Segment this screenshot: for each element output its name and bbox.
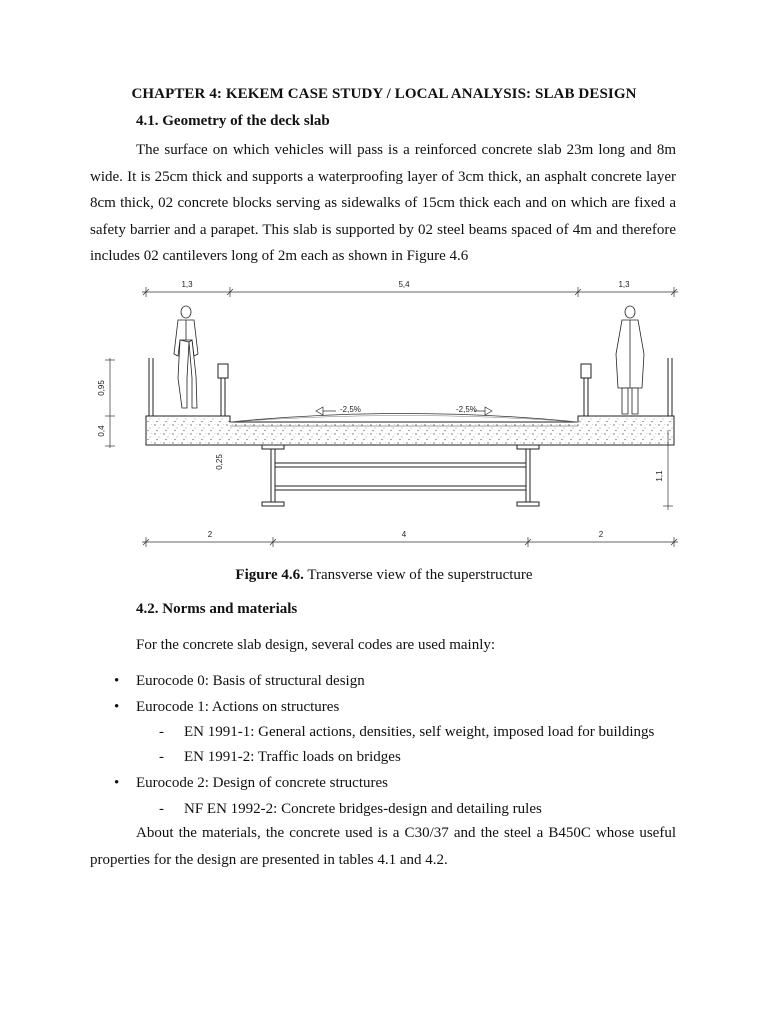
dash-marker: - xyxy=(159,749,164,765)
bullet-marker: • xyxy=(114,699,120,715)
sub-list-item: EN 1991-1: General actions, densities, self weight, imposed load for buildings xyxy=(184,724,655,740)
bullet-marker: • xyxy=(114,775,120,791)
list-item: Eurocode 2: Design of concrete structures xyxy=(136,775,388,791)
top-dim-middle: 5,4 xyxy=(398,280,410,289)
list-item: Eurocode 0: Basis of structural design xyxy=(136,673,365,689)
deck-slab xyxy=(146,416,674,445)
codes-intro: For the concrete slab design, several codes are used mainly: xyxy=(136,637,496,653)
bottom-dim-middle: 4 xyxy=(401,530,407,539)
right-pedestrian-figure xyxy=(616,306,644,414)
dash-marker: - xyxy=(159,801,164,817)
bottom-dim-left: 2 xyxy=(207,530,213,539)
asphalt-layer xyxy=(230,414,578,423)
slab-thickness-dim: 0,25 xyxy=(215,454,224,470)
list-item: Eurocode 1: Actions on structures xyxy=(136,699,340,715)
top-dim-left: 1,3 xyxy=(181,280,193,289)
left-safety-barrier xyxy=(149,358,228,416)
section-4-1-paragraph: The surface on which vehicles will pass is a reinforced concrete slab 23m long and 8m wide. It is 25cm thick and supports a waterproofing layer of 3cm thick, an asphalt concrete layer 8cm thick, 02 concrete blocks serving as sidewalks of 15cm thick each and on which are fixed a safety barrier and a parapet. This slab is supported by 02 steel beams spaced of 4m and therefore includes 02 cantilevers long of 2m each as shown in Figure 4.6 xyxy=(90,142,676,265)
bottom-dim-right: 2 xyxy=(598,530,604,539)
slope-label-right: -2,5% xyxy=(456,405,477,414)
figure-caption-text: Transverse view of the superstructure xyxy=(303,567,533,583)
materials-paragraph: About the materials, the concrete used is a C30/37 and the steel a B450C whose useful properties for the design are presented in tables 4.1 and 4.2. xyxy=(90,825,676,868)
left-pedestrian-figure xyxy=(174,306,198,408)
figure-caption-label: Figure 4.6. xyxy=(235,567,304,583)
sub-list-item: EN 1991-2: Traffic loads on bridges xyxy=(184,749,401,765)
sub-list-item: NF EN 1992-2: Concrete bridges-design and detailing rules xyxy=(184,801,542,817)
left-dim-lower: 0,4 xyxy=(97,425,106,437)
section-heading-4-1: 4.1. Geometry of the deck slab xyxy=(136,113,330,129)
chapter-title: CHAPTER 4: KEKEM CASE STUDY / LOCAL ANALYSIS: SLAB DESIGN xyxy=(131,86,637,102)
left-dimension-line xyxy=(105,358,115,448)
figure-caption xyxy=(0,567,768,584)
steel-beams xyxy=(262,445,539,506)
slope-arrow-left xyxy=(316,407,336,415)
slope-label-left: -2,5% xyxy=(340,405,361,414)
right-dim-height: 1,1 xyxy=(655,470,664,482)
top-dimension-line xyxy=(142,287,678,297)
bottom-dimension-line xyxy=(142,537,678,547)
section-heading-4-2: 4.2. Norms and materials xyxy=(136,601,298,617)
top-dim-right: 1,3 xyxy=(618,280,630,289)
bullet-marker: • xyxy=(114,673,120,689)
left-dim-upper: 0,95 xyxy=(97,380,106,396)
dash-marker: - xyxy=(159,724,164,740)
transverse-section-figure xyxy=(90,270,690,555)
